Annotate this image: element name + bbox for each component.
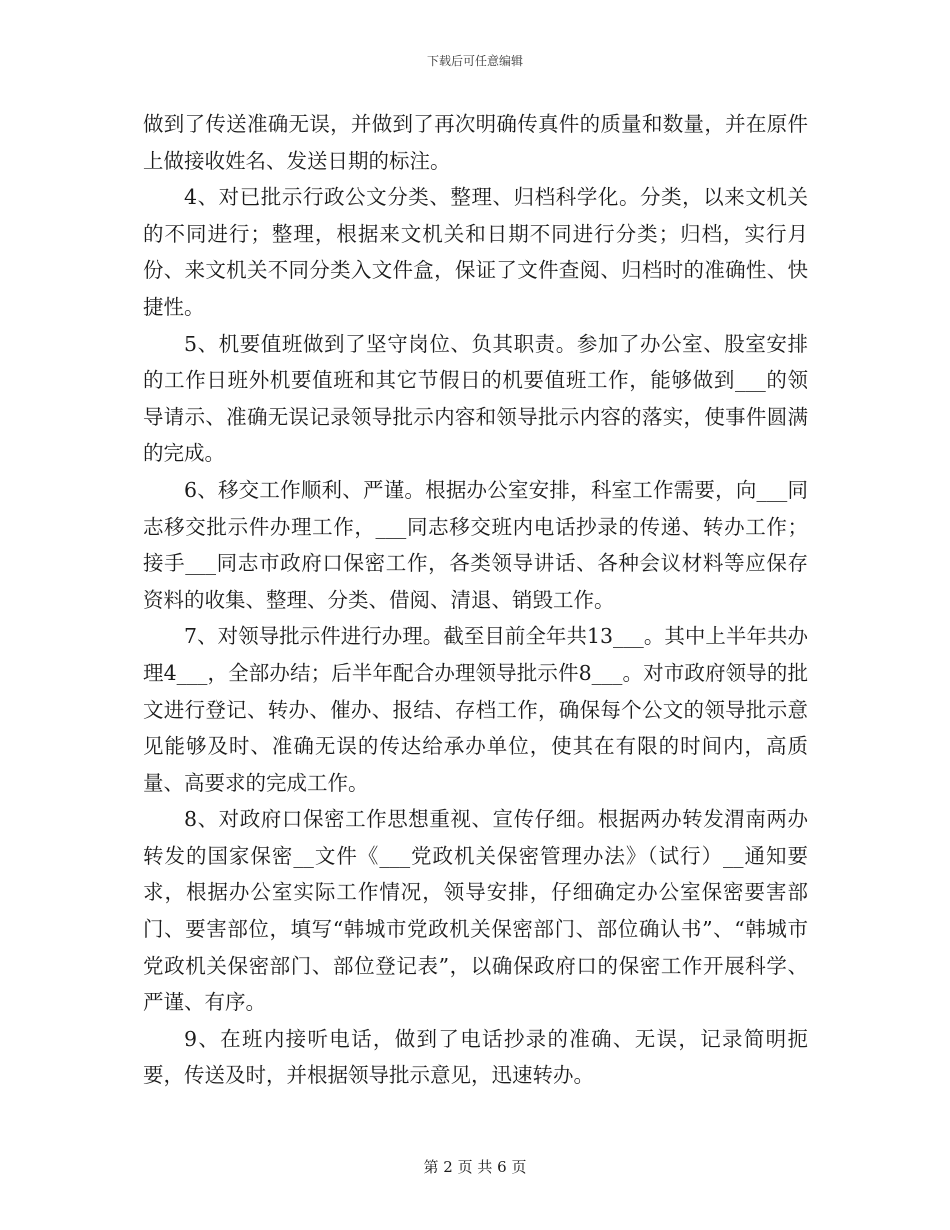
document-body — [143, 106, 808, 1094]
paragraph-item-8: 8、对政府口保密工作思想重视、宣传仔细。根据两办转发渭南两办转发的国家保密__文件《___党政机关保密管理办法》（试行）__通知要求，根据办公室实际工作情况，领导安排，仔细确定办公室保密要害部门、要害部位，填写“韩城市党政机关保密部门、部位确认书”、“韩城市党政机关保密部门、部位登记表”，以确保政府口的保密工作开展科学、严谨、有序。 — [143, 807, 808, 1015]
paragraph-item-5: 5、机要值班做到了坚守岗位、负其职责。参加了办公室、股室安排的工作日班外机要值班和其它节假日的机要值班工作，能够做到___的领导请示、准确无误记录领导批示内容和领导批示内容的落实，使事件圆满的完成。 — [143, 331, 808, 466]
page-number: 第 2 页 共 6 页 — [423, 1158, 527, 1176]
paragraph-continuation: 做到了传送准确无误，并做到了再次明确传真件的质量和数量，并在原件上做接收姓名、发送日期的标注。 — [143, 112, 808, 173]
paragraph-item-4: 4、对已批示行政公文分类、整理、归档科学化。分类，以来文机关的不同进行；整理，根据来文机关和日期不同进行分类；归档，实行月份、来文机关不同分类入文件盒，保证了文件查阅、归档时的准确性、快捷性。 — [143, 185, 808, 319]
paragraph-item-9: 9、在班内接听电话，做到了电话抄录的准确、无误，记录简明扼要，传送及时，并根据领导批示意见，迅速转办。 — [143, 1026, 808, 1088]
paragraph-item-6: 6、移交工作顺利、严谨。根据办公室安排，科室工作需要，向___同志移交批示件办理工作，___同志移交班内电话抄录的传递、转办工作；接手___同志市政府口保密工作，各类领导讲话、各种会议材料等应保存资料的收集、整理、分类、借阅、清退、销毁工作。 — [143, 477, 808, 612]
page-header: 下载后可任意编辑 — [426, 54, 523, 68]
paragraph-item-7: 7、对领导批示件进行办理。截至目前全年共13___。其中上半年共办理4___，全部办结；后半年配合办理领导批示件8___。对市政府领导的批文进行登记、转办、催办、报结、存档工作，确保每个公文的领导批示意见能够及时、准确无误的传达给承办单位，使其在有限的时间内，高质量、高要求的完成工作。 — [143, 624, 808, 795]
